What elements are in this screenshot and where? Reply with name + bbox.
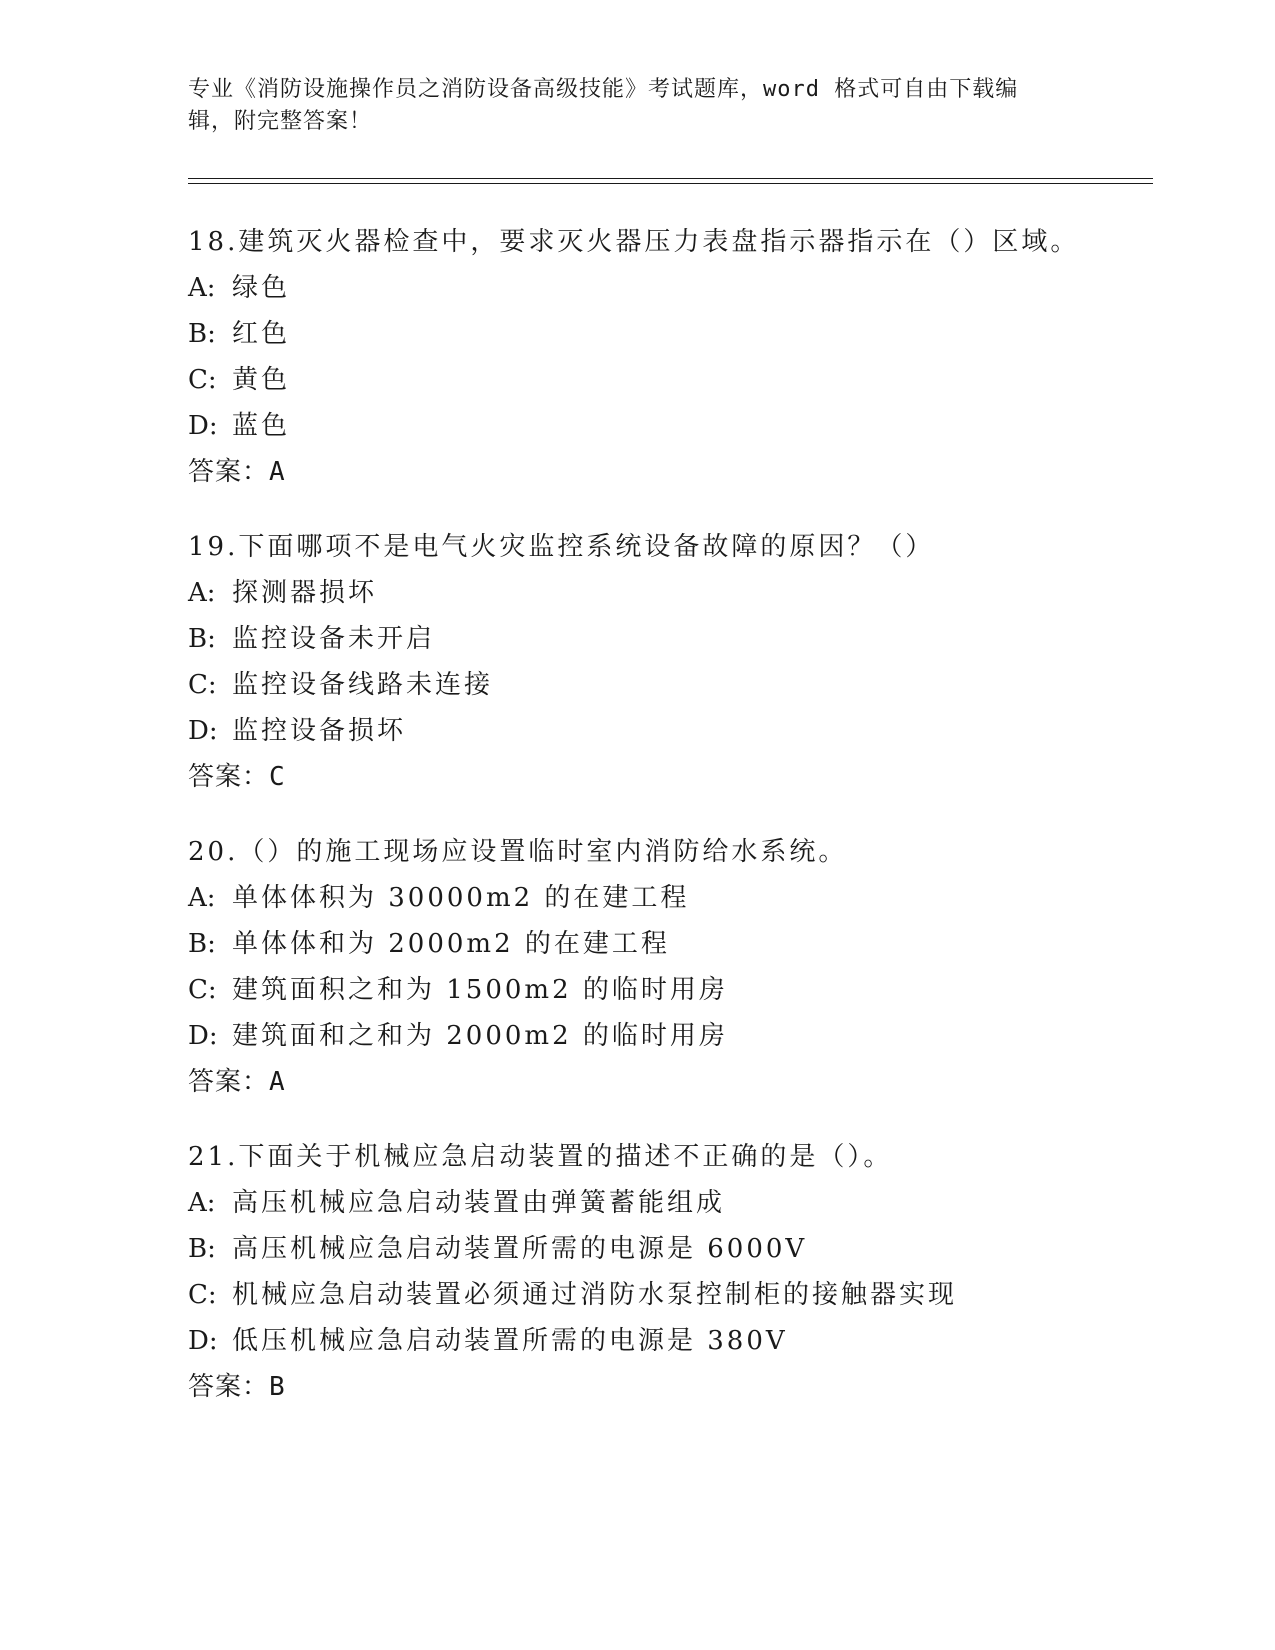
option-text: 建筑面和之和为 2000m2 的临时用房: [232, 1021, 728, 1051]
answer-line: [188, 1372, 1153, 1402]
header-divider-top: [188, 178, 1153, 179]
option-letter: D:: [188, 1021, 218, 1051]
answer-label: 答案：: [188, 1372, 270, 1402]
option-letter: B:: [188, 624, 216, 654]
answer-value: C: [269, 762, 286, 792]
header-line-2: 辑，附完整答案！: [188, 109, 373, 134]
answer-line: [188, 762, 1153, 792]
answer-label: 答案：: [188, 457, 270, 487]
option-text: 高压机械应急启动装置所需的电源是 6000V: [232, 1234, 808, 1264]
option-b: [188, 1234, 1153, 1280]
option-letter: A:: [188, 1188, 216, 1218]
option-letter: D:: [188, 411, 218, 441]
option-a: [188, 883, 1153, 929]
option-letter: C:: [188, 365, 217, 395]
option-letter: B:: [188, 319, 216, 349]
answer-label: 答案：: [188, 762, 270, 792]
option-letter: A:: [188, 883, 216, 913]
option-d: [188, 716, 1153, 762]
option-letter: D:: [188, 716, 218, 746]
question-stem: 21.下面关于机械应急启动装置的描述不正确的是（）。: [188, 1142, 893, 1172]
question-stem: 18.建筑灭火器检查中，要求灭火器压力表盘指示器指示在（）区域。: [188, 227, 1080, 257]
option-text: 单体体积为 30000m2 的在建工程: [232, 883, 690, 913]
option-b: [188, 624, 1153, 670]
answer-value: A: [269, 1067, 286, 1097]
option-text: 监控设备线路未连接: [232, 670, 494, 700]
option-text: 红色: [232, 319, 291, 349]
option-text: 黄色: [232, 365, 291, 395]
question-21: [188, 1142, 1153, 1402]
header-divider-bottom: [188, 183, 1153, 184]
document-header: [188, 74, 1068, 138]
option-text: 建筑面积之和为 1500m2 的临时用房: [232, 975, 728, 1005]
option-text: 低压机械应急启动装置所需的电源是 380V: [232, 1326, 788, 1356]
option-text: 绿色: [232, 273, 291, 303]
option-text: 监控设备未开启: [232, 624, 436, 654]
question-19: [188, 532, 1153, 792]
question-20: [188, 837, 1153, 1097]
option-a: [188, 578, 1153, 624]
header-line-1: 专业《消防设施操作员之消防设备高级技能》考试题库，word 格式可自由下载编: [188, 77, 1019, 102]
option-c: [188, 670, 1153, 716]
option-letter: B:: [188, 1234, 216, 1264]
option-a: [188, 273, 1153, 319]
option-d: [188, 1326, 1153, 1372]
option-letter: D:: [188, 1326, 218, 1356]
answer-value: A: [269, 457, 286, 487]
option-c: [188, 975, 1153, 1021]
option-text: 监控设备损坏: [232, 716, 407, 746]
option-text: 机械应急启动装置必须通过消防水泵控制柜的接触器实现: [232, 1280, 958, 1310]
option-text: 探测器损坏: [232, 578, 378, 608]
option-text: 单体体和为 2000m2 的在建工程: [232, 929, 670, 959]
option-a: [188, 1188, 1153, 1234]
option-text: 蓝色: [232, 411, 291, 441]
option-letter: C:: [188, 975, 217, 1005]
question-18: [188, 227, 1153, 487]
option-c: [188, 365, 1153, 411]
answer-line: [188, 457, 1153, 487]
option-letter: A:: [188, 273, 216, 303]
option-b: [188, 319, 1153, 365]
question-stem: 19.下面哪项不是电气火灾监控系统设备故障的原因？（）: [188, 532, 935, 562]
answer-value: B: [269, 1372, 286, 1402]
option-d: [188, 1021, 1153, 1067]
option-letter: C:: [188, 670, 217, 700]
option-letter: B:: [188, 929, 216, 959]
question-stem: 20.（）的施工现场应设置临时室内消防给水系统。: [188, 837, 848, 867]
option-letter: C:: [188, 1280, 217, 1310]
option-d: [188, 411, 1153, 457]
answer-label: 答案：: [188, 1067, 270, 1097]
option-text: 高压机械应急启动装置由弹簧蓄能组成: [232, 1188, 726, 1218]
option-b: [188, 929, 1153, 975]
answer-line: [188, 1067, 1153, 1097]
option-c: [188, 1280, 1153, 1326]
option-letter: A:: [188, 578, 216, 608]
